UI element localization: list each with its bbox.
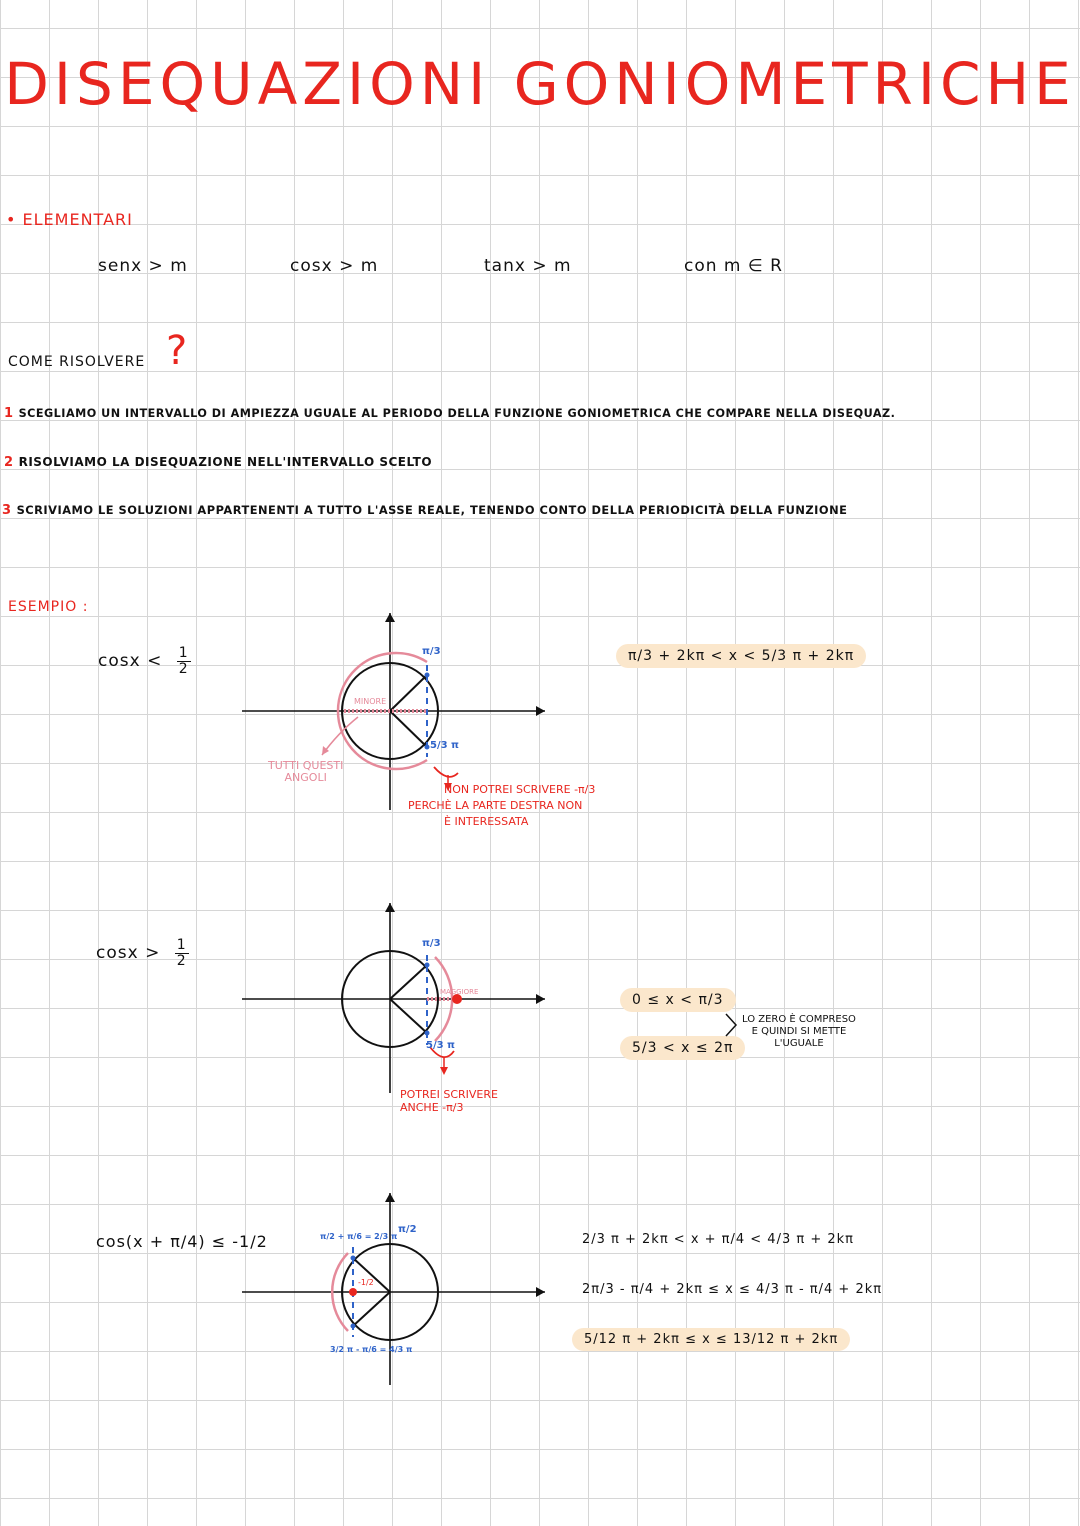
note-line: ANCHE -π/3	[400, 1101, 464, 1115]
ex2-solution-1: 0 ≤ x < π/3	[620, 988, 736, 1012]
step-text: SCRIVIAMO LE SOLUZIONI APPARTENENTI A TUTTO L'ASSE REALE, TENENDO CONTO DELLA PERIODICITÀ DELLA FUNZIONE	[16, 503, 848, 517]
condition: con m ∈ R	[684, 256, 783, 276]
section-heading: • ELEMENTARI	[6, 210, 133, 229]
question-mark: ?	[166, 328, 189, 374]
note-line: TUTTI QUESTI	[268, 759, 344, 772]
ex1-lhs: cosx <	[98, 651, 163, 672]
ex2-note-zero	[742, 1014, 856, 1050]
ex2-lhs: cosx >	[96, 943, 161, 964]
note-line: ANGOLI	[284, 771, 327, 785]
sin-inequality: senx > m	[98, 256, 188, 276]
ex1-note-all	[268, 760, 343, 784]
tan-inequality: tanx > m	[484, 256, 572, 276]
note-line: PERCHÈ LA PARTE DESTRA NON	[408, 798, 583, 812]
ex1-label-top: π/3	[422, 646, 441, 657]
note-line: L'UGUALE	[774, 1038, 824, 1049]
cos-inequality: cosx > m	[290, 256, 379, 276]
step-number: 3	[2, 503, 12, 518]
ex2-inequality	[96, 938, 189, 968]
ex3-unit-circle-diagram	[230, 1185, 560, 1395]
note-line: POTREI SCRIVERE	[400, 1088, 498, 1101]
ex2-label-major: MAGGIORE	[440, 988, 479, 996]
ex1-note-not	[408, 782, 595, 830]
ex2-unit-circle-diagram	[230, 895, 560, 1105]
ex3-label-lower: 3/2 π - π/6 = 4/3 π	[330, 1345, 413, 1354]
ex3-label-top: π/2	[398, 1224, 417, 1235]
step-1	[4, 406, 895, 421]
ex1-label-minor: MINORE	[354, 697, 387, 706]
ex1-rhs-den: 2	[178, 660, 189, 677]
ex1-rhs-num: 1	[178, 645, 189, 661]
page-title: DISEQUAZIONI GONIOMETRICHE	[4, 50, 1076, 118]
ex3-inequality: cos(x + π/4) ≤ -1/2	[96, 1232, 268, 1251]
step-text: RISOLVIAMO LA DISEQUAZIONE NELL'INTERVALLO SCELTO	[18, 455, 433, 469]
note-line: LO ZERO È COMPRESO	[742, 1014, 856, 1025]
ex3-label-half: -1/2	[358, 1278, 374, 1287]
ex2-rhs-num: 1	[176, 937, 187, 953]
step-text: SCEGLIAMO UN INTERVALLO DI AMPIEZZA UGUALE AL PERIODO DELLA FUNZIONE GONIOMETRICA CHE COMPARE NELLA DISEQUAZ.	[18, 407, 896, 420]
ex2-solution-2: 5/3 < x ≤ 2π	[620, 1036, 745, 1060]
ex3-step-1: 2/3 π + 2kπ < x + π/4 < 4/3 π + 2kπ	[582, 1232, 854, 1247]
step-2	[4, 455, 432, 470]
example-label: ESEMPIO :	[8, 599, 89, 615]
note-line: È INTERESSATA	[444, 814, 529, 828]
ex1-inequality	[98, 646, 191, 676]
step-number: 2	[4, 455, 14, 470]
note-line: E QUINDI SI METTE	[751, 1026, 847, 1037]
ex3-step-2: 2π/3 - π/4 + 2kπ ≤ x ≤ 4/3 π - π/4 + 2kπ	[582, 1282, 883, 1297]
how-to-label: COME RISOLVERE	[8, 354, 146, 370]
ex2-label-bottom: 5/3 π	[426, 1040, 455, 1051]
ex3-solution: 5/12 π + 2kπ ≤ x ≤ 13/12 π + 2kπ	[572, 1328, 850, 1351]
ex2-note-alt	[400, 1088, 498, 1114]
ex2-rhs-den: 2	[176, 952, 187, 969]
step-3	[2, 503, 847, 518]
step-number: 1	[4, 406, 14, 421]
ex2-label-top: π/3	[422, 938, 441, 949]
ex1-solution: π/3 + 2kπ < x < 5/3 π + 2kπ	[616, 644, 866, 668]
ex3-label-upper: π/2 + π/6 = 2/3 π	[320, 1232, 398, 1241]
brace-icon	[724, 1012, 738, 1038]
note-line: NON POTREI SCRIVERE -π/3	[444, 783, 596, 796]
ex1-label-bottom: 5/3 π	[430, 740, 459, 751]
